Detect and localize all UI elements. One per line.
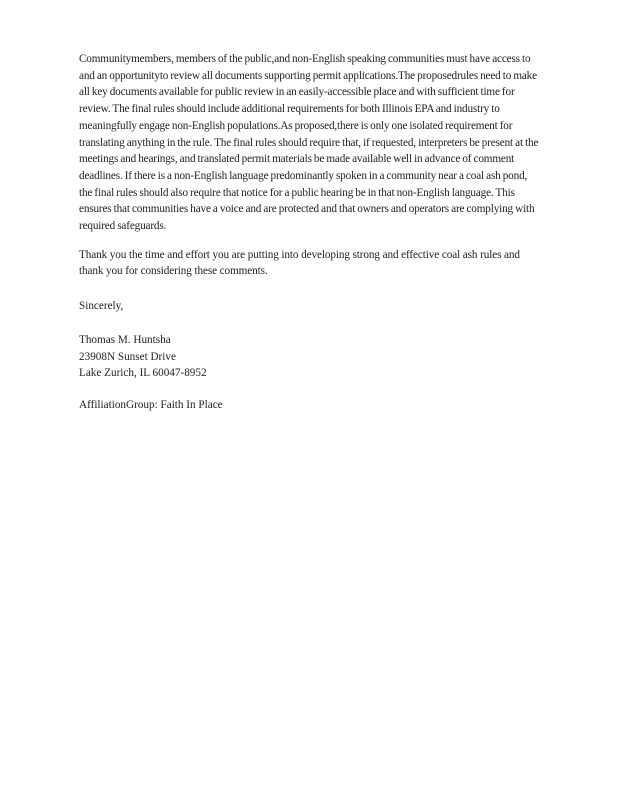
closing-line: Sincerely,: [79, 300, 124, 313]
signature-name: Thomas M. Huntsha: [79, 333, 171, 346]
body-paragraph: Communitymembers, members of the public,and non-English speaking communities must have access to and an opportunityto review all documents supporting permit applications.The proposedrules need to make all key documents available for public review in an easily-accessible place and with sufficient time for review. The final rules should include additional requirements for both Illinois EPA and industry to meaningfully engage non-English populations.As proposed,there is only one isolated requirement for translating anything in the rule. The final rules should require that, if requested, interpreters be present at the meetings and hearings, and translated permit materials be made available well in advance of comment deadlines. If there is a non-English language predominantly spoken in a community near a coal ash pond, the final rules should also require that notice for a public hearing be in that non-English language. This ensures that communities have a voice and are protected and that owners and operators are complying with required safeguards.: [79, 53, 539, 233]
signature-street: 23908N Sunset Drive: [79, 350, 176, 363]
signature-block: [79, 332, 539, 382]
affiliation-line: AffiliationGroup: Faith In Place: [79, 398, 223, 411]
thanks-paragraph: Thank you the time and effort you are putting into developing strong and effective coal ash rules and thank you for considering these comments.: [79, 248, 520, 278]
letter-content: [79, 51, 539, 414]
signature-city: Lake Zurich, IL 60047-8952: [79, 367, 207, 380]
